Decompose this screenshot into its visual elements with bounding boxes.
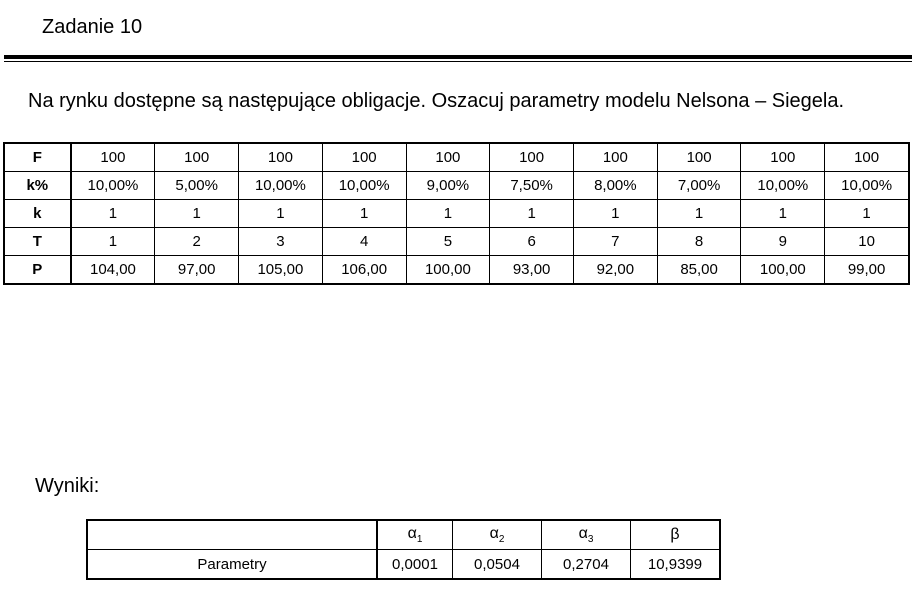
bonds-cell: 1: [406, 200, 490, 228]
bonds-cell: 1: [155, 200, 239, 228]
bonds-cell: 100,00: [741, 256, 825, 285]
alpha1-value: 0,0001: [377, 550, 453, 580]
beta-value: 10,9399: [631, 550, 721, 580]
task-title: Zadanie 10: [42, 16, 143, 38]
bonds-cell: 100: [573, 143, 657, 172]
bonds-table: [3, 142, 910, 285]
bonds-row-p: [4, 256, 909, 285]
alpha2-header: $\alpha_2$: [453, 520, 542, 550]
bonds-cell: 10,00%: [239, 172, 323, 200]
bonds-cell: 7,50%: [490, 172, 574, 200]
bonds-cell: 100: [825, 143, 909, 172]
bonds-cell: 1: [490, 200, 574, 228]
bonds-cell: 100: [490, 143, 574, 172]
bonds-cell: 7: [573, 228, 657, 256]
title-divider-thick: [4, 55, 912, 59]
bonds-cell: 100,00: [406, 256, 490, 285]
bonds-cell: 7,00%: [657, 172, 741, 200]
bonds-cell: 4: [322, 228, 406, 256]
bonds-cell: 10,00%: [825, 172, 909, 200]
bonds-cell: 85,00: [657, 256, 741, 285]
bonds-cell: 1: [657, 200, 741, 228]
bonds-row-t: [4, 228, 909, 256]
bonds-cell: 105,00: [239, 256, 323, 285]
bonds-cell: 10,00%: [741, 172, 825, 200]
bonds-cell: 10,00%: [322, 172, 406, 200]
results-values-row: [87, 550, 720, 580]
results-heading: Wyniki:: [35, 475, 100, 497]
alpha3-header: $\alpha_3$: [542, 520, 631, 550]
bonds-cell: 1: [239, 200, 323, 228]
bonds-cell: 97,00: [155, 256, 239, 285]
bonds-cell: 100: [657, 143, 741, 172]
bonds-cell: 8,00%: [573, 172, 657, 200]
bonds-cell: 5: [406, 228, 490, 256]
bonds-cell: 92,00: [573, 256, 657, 285]
results-row-label: Parametry: [87, 550, 377, 580]
bonds-row-kpct: [4, 172, 909, 200]
bonds-cell: 106,00: [322, 256, 406, 285]
alpha2-value: 0,0504: [453, 550, 542, 580]
bonds-cell: 93,00: [490, 256, 574, 285]
results-header-row: [87, 520, 720, 550]
bonds-row-label: k%: [4, 172, 71, 200]
bonds-cell: 99,00: [825, 256, 909, 285]
bonds-cell: 3: [239, 228, 323, 256]
bonds-row-k: [4, 200, 909, 228]
bonds-row-f: [4, 143, 909, 172]
bonds-cell: 100: [155, 143, 239, 172]
bonds-cell: 10,00%: [71, 172, 155, 200]
results-header-empty: [87, 520, 377, 550]
results-table: [86, 519, 721, 580]
bonds-cell: 10: [825, 228, 909, 256]
bonds-cell: 100: [322, 143, 406, 172]
bonds-cell: 1: [825, 200, 909, 228]
bonds-cell: 2: [155, 228, 239, 256]
beta-header: β: [631, 520, 721, 550]
bonds-cell: 100: [741, 143, 825, 172]
bonds-cell: 9,00%: [406, 172, 490, 200]
bonds-cell: 100: [406, 143, 490, 172]
alpha3-value: 0,2704: [542, 550, 631, 580]
bonds-cell: 100: [239, 143, 323, 172]
bonds-row-label: F: [4, 143, 71, 172]
bonds-cell: 5,00%: [155, 172, 239, 200]
alpha1-header: $\alpha_1$: [377, 520, 453, 550]
bonds-cell: 1: [573, 200, 657, 228]
bonds-cell: 104,00: [71, 256, 155, 285]
bonds-cell: 6: [490, 228, 574, 256]
bonds-cell: 1: [322, 200, 406, 228]
title-divider-thin: [4, 61, 912, 62]
bonds-cell: 9: [741, 228, 825, 256]
task-description: Na rynku dostępne są następujące obligacje. Oszacuj parametry modelu Nelsona – Siegela.: [28, 90, 845, 112]
bonds-row-label: k: [4, 200, 71, 228]
bonds-cell: 1: [71, 228, 155, 256]
bonds-cell: 1: [71, 200, 155, 228]
bonds-cell: 100: [71, 143, 155, 172]
bonds-cell: 1: [741, 200, 825, 228]
bonds-row-label: T: [4, 228, 71, 256]
bonds-cell: 8: [657, 228, 741, 256]
bonds-row-label: P: [4, 256, 71, 285]
